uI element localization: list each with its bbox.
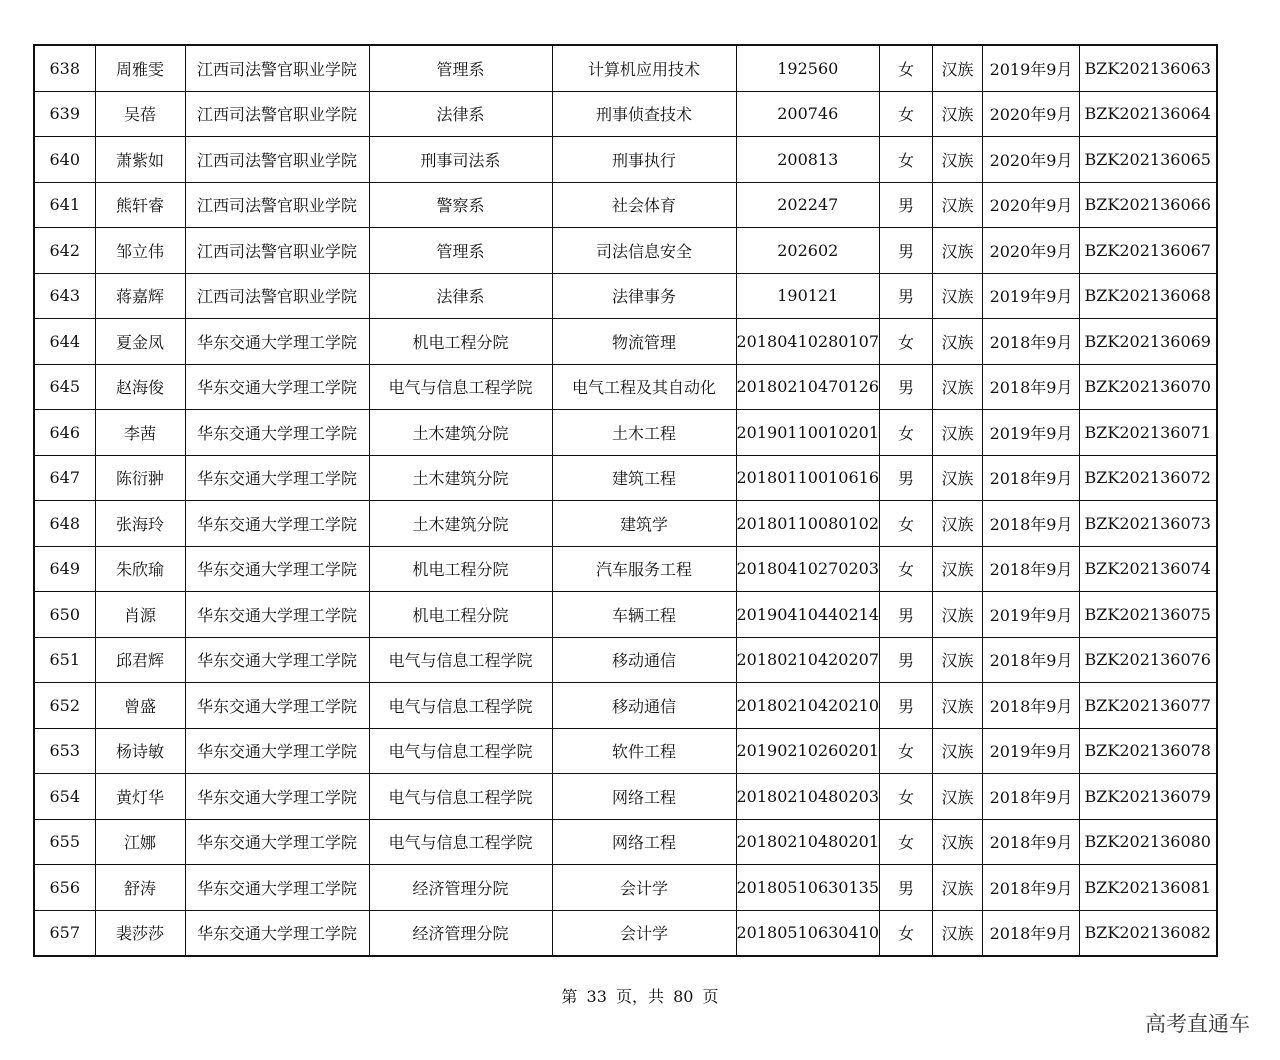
student-name-cell: 肖源 <box>95 592 185 638</box>
student-id-cell: 200813 <box>736 137 880 183</box>
certificate-number-cell: BZK202136082 <box>1080 910 1217 956</box>
school-name-cell: 华东交通大学理工学院 <box>185 319 369 365</box>
row-number-cell: 644 <box>34 319 95 365</box>
table-row <box>34 182 1217 228</box>
department-name-cell: 机电工程分院 <box>369 319 552 365</box>
school-name-cell: 华东交通大学理工学院 <box>185 364 369 410</box>
row-number-cell: 647 <box>34 455 95 501</box>
school-name-cell: 华东交通大学理工学院 <box>185 728 369 774</box>
department-name-cell: 法律系 <box>369 273 552 319</box>
table-row <box>34 410 1217 456</box>
ethnicity-cell: 汉族 <box>933 455 983 501</box>
enrollment-date-cell: 2019年9月 <box>983 592 1080 638</box>
row-number-cell: 643 <box>34 273 95 319</box>
ethnicity-cell: 汉族 <box>933 546 983 592</box>
enrollment-date-cell: 2018年9月 <box>983 455 1080 501</box>
student-name-cell: 江娜 <box>95 819 185 865</box>
school-name-cell: 江西司法警官职业学院 <box>185 182 369 228</box>
student-id-cell: 20180210420210 <box>736 683 880 729</box>
major-name-cell: 刑事执行 <box>552 137 736 183</box>
gender-cell: 女 <box>880 45 933 91</box>
student-name-cell: 吴蓓 <box>95 91 185 137</box>
student-id-cell: 20180210480203 <box>736 774 880 820</box>
school-name-cell: 华东交通大学理工学院 <box>185 774 369 820</box>
student-table <box>33 44 1218 957</box>
gender-cell: 女 <box>880 410 933 456</box>
department-name-cell: 电气与信息工程学院 <box>369 364 552 410</box>
ethnicity-cell: 汉族 <box>933 410 983 456</box>
department-name-cell: 电气与信息工程学院 <box>369 774 552 820</box>
major-name-cell: 建筑工程 <box>552 455 736 501</box>
footer-middle: 页，共 <box>615 987 664 1006</box>
school-name-cell: 华东交通大学理工学院 <box>185 637 369 683</box>
department-name-cell: 管理系 <box>369 45 552 91</box>
student-id-cell: 20180410280107 <box>736 319 880 365</box>
certificate-number-cell: BZK202136076 <box>1080 637 1217 683</box>
table-row <box>34 637 1217 683</box>
student-name-cell: 陈衍翀 <box>95 455 185 501</box>
table-row <box>34 319 1217 365</box>
major-name-cell: 车辆工程 <box>552 592 736 638</box>
major-name-cell: 移动通信 <box>552 637 736 683</box>
student-id-cell: 20180410270203 <box>736 546 880 592</box>
ethnicity-cell: 汉族 <box>933 182 983 228</box>
department-name-cell: 电气与信息工程学院 <box>369 683 552 729</box>
gender-cell: 女 <box>880 137 933 183</box>
major-name-cell: 司法信息安全 <box>552 228 736 274</box>
student-id-cell: 20180210480201 <box>736 819 880 865</box>
student-name-cell: 张海玲 <box>95 501 185 547</box>
enrollment-date-cell: 2018年9月 <box>983 819 1080 865</box>
enrollment-date-cell: 2018年9月 <box>983 774 1080 820</box>
row-number-cell: 645 <box>34 364 95 410</box>
certificate-number-cell: BZK202136063 <box>1080 45 1217 91</box>
major-name-cell: 网络工程 <box>552 774 736 820</box>
table-row <box>34 774 1217 820</box>
table-row <box>34 137 1217 183</box>
school-name-cell: 华东交通大学理工学院 <box>185 819 369 865</box>
student-id-cell: 200746 <box>736 91 880 137</box>
department-name-cell: 经济管理分院 <box>369 865 552 911</box>
school-name-cell: 江西司法警官职业学院 <box>185 137 369 183</box>
gender-cell: 女 <box>880 728 933 774</box>
row-number-cell: 638 <box>34 45 95 91</box>
footer-current-page: 33 <box>586 987 607 1006</box>
department-name-cell: 电气与信息工程学院 <box>369 637 552 683</box>
certificate-number-cell: BZK202136070 <box>1080 364 1217 410</box>
student-id-cell: 192560 <box>736 45 880 91</box>
table-row <box>34 819 1217 865</box>
row-number-cell: 640 <box>34 137 95 183</box>
ethnicity-cell: 汉族 <box>933 819 983 865</box>
major-name-cell: 计算机应用技术 <box>552 45 736 91</box>
student-id-cell: 20180110080102 <box>736 501 880 547</box>
major-name-cell: 网络工程 <box>552 819 736 865</box>
major-name-cell: 物流管理 <box>552 319 736 365</box>
row-number-cell: 653 <box>34 728 95 774</box>
row-number-cell: 646 <box>34 410 95 456</box>
certificate-number-cell: BZK202136072 <box>1080 455 1217 501</box>
table-row <box>34 592 1217 638</box>
certificate-number-cell: BZK202136071 <box>1080 410 1217 456</box>
enrollment-date-cell: 2019年9月 <box>983 410 1080 456</box>
enrollment-date-cell: 2018年9月 <box>983 501 1080 547</box>
gender-cell: 女 <box>880 819 933 865</box>
student-name-cell: 萧紫如 <box>95 137 185 183</box>
certificate-number-cell: BZK202136081 <box>1080 865 1217 911</box>
school-name-cell: 华东交通大学理工学院 <box>185 865 369 911</box>
school-name-cell: 江西司法警官职业学院 <box>185 228 369 274</box>
table-body <box>34 45 1217 956</box>
department-name-cell: 经济管理分院 <box>369 910 552 956</box>
student-name-cell: 蒋嘉辉 <box>95 273 185 319</box>
row-number-cell: 649 <box>34 546 95 592</box>
student-name-cell: 熊轩睿 <box>95 182 185 228</box>
row-number-cell: 652 <box>34 683 95 729</box>
student-id-cell: 20190110010201 <box>736 410 880 456</box>
major-name-cell: 土木工程 <box>552 410 736 456</box>
certificate-number-cell: BZK202136065 <box>1080 137 1217 183</box>
student-name-cell: 赵海俊 <box>95 364 185 410</box>
table-row <box>34 910 1217 956</box>
table-row <box>34 546 1217 592</box>
certificate-number-cell: BZK202136079 <box>1080 774 1217 820</box>
department-name-cell: 机电工程分院 <box>369 546 552 592</box>
ethnicity-cell: 汉族 <box>933 774 983 820</box>
footer-suffix: 页 <box>702 987 719 1006</box>
table-row <box>34 273 1217 319</box>
table-row <box>34 865 1217 911</box>
table-row <box>34 364 1217 410</box>
gender-cell: 男 <box>880 182 933 228</box>
table-row <box>34 728 1217 774</box>
major-name-cell: 电气工程及其自动化 <box>552 364 736 410</box>
ethnicity-cell: 汉族 <box>933 728 983 774</box>
certificate-number-cell: BZK202136080 <box>1080 819 1217 865</box>
student-name-cell: 杨诗敏 <box>95 728 185 774</box>
gender-cell: 女 <box>880 501 933 547</box>
student-id-cell: 202247 <box>736 182 880 228</box>
school-name-cell: 华东交通大学理工学院 <box>185 683 369 729</box>
enrollment-date-cell: 2019年9月 <box>983 273 1080 319</box>
ethnicity-cell: 汉族 <box>933 45 983 91</box>
certificate-number-cell: BZK202136066 <box>1080 182 1217 228</box>
table-row <box>34 501 1217 547</box>
school-name-cell: 华东交通大学理工学院 <box>185 410 369 456</box>
department-name-cell: 管理系 <box>369 228 552 274</box>
gender-cell: 男 <box>880 228 933 274</box>
table-row <box>34 91 1217 137</box>
gender-cell: 女 <box>880 319 933 365</box>
major-name-cell: 移动通信 <box>552 683 736 729</box>
school-name-cell: 华东交通大学理工学院 <box>185 546 369 592</box>
certificate-number-cell: BZK202136064 <box>1080 91 1217 137</box>
ethnicity-cell: 汉族 <box>933 319 983 365</box>
row-number-cell: 650 <box>34 592 95 638</box>
major-name-cell: 刑事侦查技术 <box>552 91 736 137</box>
ethnicity-cell: 汉族 <box>933 273 983 319</box>
major-name-cell: 法律事务 <box>552 273 736 319</box>
enrollment-date-cell: 2018年9月 <box>983 683 1080 729</box>
school-name-cell: 华东交通大学理工学院 <box>185 910 369 956</box>
student-name-cell: 曾盛 <box>95 683 185 729</box>
row-number-cell: 639 <box>34 91 95 137</box>
ethnicity-cell: 汉族 <box>933 364 983 410</box>
enrollment-date-cell: 2019年9月 <box>983 728 1080 774</box>
student-id-cell: 20180110010616 <box>736 455 880 501</box>
certificate-number-cell: BZK202136067 <box>1080 228 1217 274</box>
school-name-cell: 华东交通大学理工学院 <box>185 501 369 547</box>
certificate-number-cell: BZK202136077 <box>1080 683 1217 729</box>
student-name-cell: 周雅雯 <box>95 45 185 91</box>
certificate-number-cell: BZK202136068 <box>1080 273 1217 319</box>
enrollment-date-cell: 2020年9月 <box>983 137 1080 183</box>
ethnicity-cell: 汉族 <box>933 228 983 274</box>
gender-cell: 男 <box>880 592 933 638</box>
student-name-cell: 邱君辉 <box>95 637 185 683</box>
gender-cell: 女 <box>880 774 933 820</box>
department-name-cell: 警察系 <box>369 182 552 228</box>
student-name-cell: 李茜 <box>95 410 185 456</box>
school-name-cell: 江西司法警官职业学院 <box>185 273 369 319</box>
enrollment-date-cell: 2018年9月 <box>983 637 1080 683</box>
enrollment-date-cell: 2018年9月 <box>983 865 1080 911</box>
school-name-cell: 华东交通大学理工学院 <box>185 592 369 638</box>
table-row <box>34 455 1217 501</box>
department-name-cell: 土木建筑分院 <box>369 455 552 501</box>
ethnicity-cell: 汉族 <box>933 865 983 911</box>
row-number-cell: 655 <box>34 819 95 865</box>
row-number-cell: 656 <box>34 865 95 911</box>
gender-cell: 男 <box>880 865 933 911</box>
student-id-cell: 20180210470126 <box>736 364 880 410</box>
gender-cell: 男 <box>880 273 933 319</box>
student-name-cell: 朱欣瑜 <box>95 546 185 592</box>
footer-total-pages: 80 <box>673 987 694 1006</box>
gender-cell: 女 <box>880 910 933 956</box>
student-id-cell: 20180510630135 <box>736 865 880 911</box>
ethnicity-cell: 汉族 <box>933 592 983 638</box>
certificate-number-cell: BZK202136069 <box>1080 319 1217 365</box>
certificate-number-cell: BZK202136074 <box>1080 546 1217 592</box>
student-id-cell: 20190210260201 <box>736 728 880 774</box>
enrollment-date-cell: 2018年9月 <box>983 546 1080 592</box>
student-id-cell: 20190410440214 <box>736 592 880 638</box>
enrollment-date-cell: 2018年9月 <box>983 910 1080 956</box>
department-name-cell: 法律系 <box>369 91 552 137</box>
major-name-cell: 会计学 <box>552 910 736 956</box>
ethnicity-cell: 汉族 <box>933 910 983 956</box>
certificate-number-cell: BZK202136073 <box>1080 501 1217 547</box>
gender-cell: 男 <box>880 637 933 683</box>
watermark: 高考直通车 <box>1145 1012 1250 1036</box>
certificate-number-cell: BZK202136075 <box>1080 592 1217 638</box>
department-name-cell: 土木建筑分院 <box>369 501 552 547</box>
row-number-cell: 642 <box>34 228 95 274</box>
row-number-cell: 651 <box>34 637 95 683</box>
student-id-cell: 20180510630410 <box>736 910 880 956</box>
enrollment-date-cell: 2018年9月 <box>983 319 1080 365</box>
row-number-cell: 657 <box>34 910 95 956</box>
row-number-cell: 641 <box>34 182 95 228</box>
department-name-cell: 机电工程分院 <box>369 592 552 638</box>
student-id-cell: 190121 <box>736 273 880 319</box>
gender-cell: 男 <box>880 364 933 410</box>
ethnicity-cell: 汉族 <box>933 683 983 729</box>
table-row <box>34 45 1217 91</box>
student-name-cell: 裴莎莎 <box>95 910 185 956</box>
footer-prefix: 第 <box>561 987 578 1006</box>
enrollment-date-cell: 2020年9月 <box>983 91 1080 137</box>
ethnicity-cell: 汉族 <box>933 91 983 137</box>
student-name-cell: 邹立伟 <box>95 228 185 274</box>
major-name-cell: 软件工程 <box>552 728 736 774</box>
enrollment-date-cell: 2018年9月 <box>983 364 1080 410</box>
gender-cell: 女 <box>880 546 933 592</box>
major-name-cell: 建筑学 <box>552 501 736 547</box>
enrollment-date-cell: 2019年9月 <box>983 45 1080 91</box>
ethnicity-cell: 汉族 <box>933 637 983 683</box>
row-number-cell: 654 <box>34 774 95 820</box>
gender-cell: 男 <box>880 455 933 501</box>
student-id-cell: 20180210420207 <box>736 637 880 683</box>
student-name-cell: 舒涛 <box>95 865 185 911</box>
gender-cell: 女 <box>880 91 933 137</box>
school-name-cell: 江西司法警官职业学院 <box>185 45 369 91</box>
student-id-cell: 202602 <box>736 228 880 274</box>
department-name-cell: 电气与信息工程学院 <box>369 728 552 774</box>
school-name-cell: 华东交通大学理工学院 <box>185 455 369 501</box>
major-name-cell: 社会体育 <box>552 182 736 228</box>
department-name-cell: 电气与信息工程学院 <box>369 819 552 865</box>
student-name-cell: 夏金凤 <box>95 319 185 365</box>
gender-cell: 男 <box>880 683 933 729</box>
table-row <box>34 683 1217 729</box>
certificate-number-cell: BZK202136078 <box>1080 728 1217 774</box>
ethnicity-cell: 汉族 <box>933 137 983 183</box>
student-name-cell: 黄灯华 <box>95 774 185 820</box>
major-name-cell: 汽车服务工程 <box>552 546 736 592</box>
page-footer <box>0 984 1280 1007</box>
major-name-cell: 会计学 <box>552 865 736 911</box>
enrollment-date-cell: 2020年9月 <box>983 182 1080 228</box>
row-number-cell: 648 <box>34 501 95 547</box>
ethnicity-cell: 汉族 <box>933 501 983 547</box>
department-name-cell: 刑事司法系 <box>369 137 552 183</box>
enrollment-date-cell: 2020年9月 <box>983 228 1080 274</box>
department-name-cell: 土木建筑分院 <box>369 410 552 456</box>
school-name-cell: 江西司法警官职业学院 <box>185 91 369 137</box>
table-row <box>34 228 1217 274</box>
